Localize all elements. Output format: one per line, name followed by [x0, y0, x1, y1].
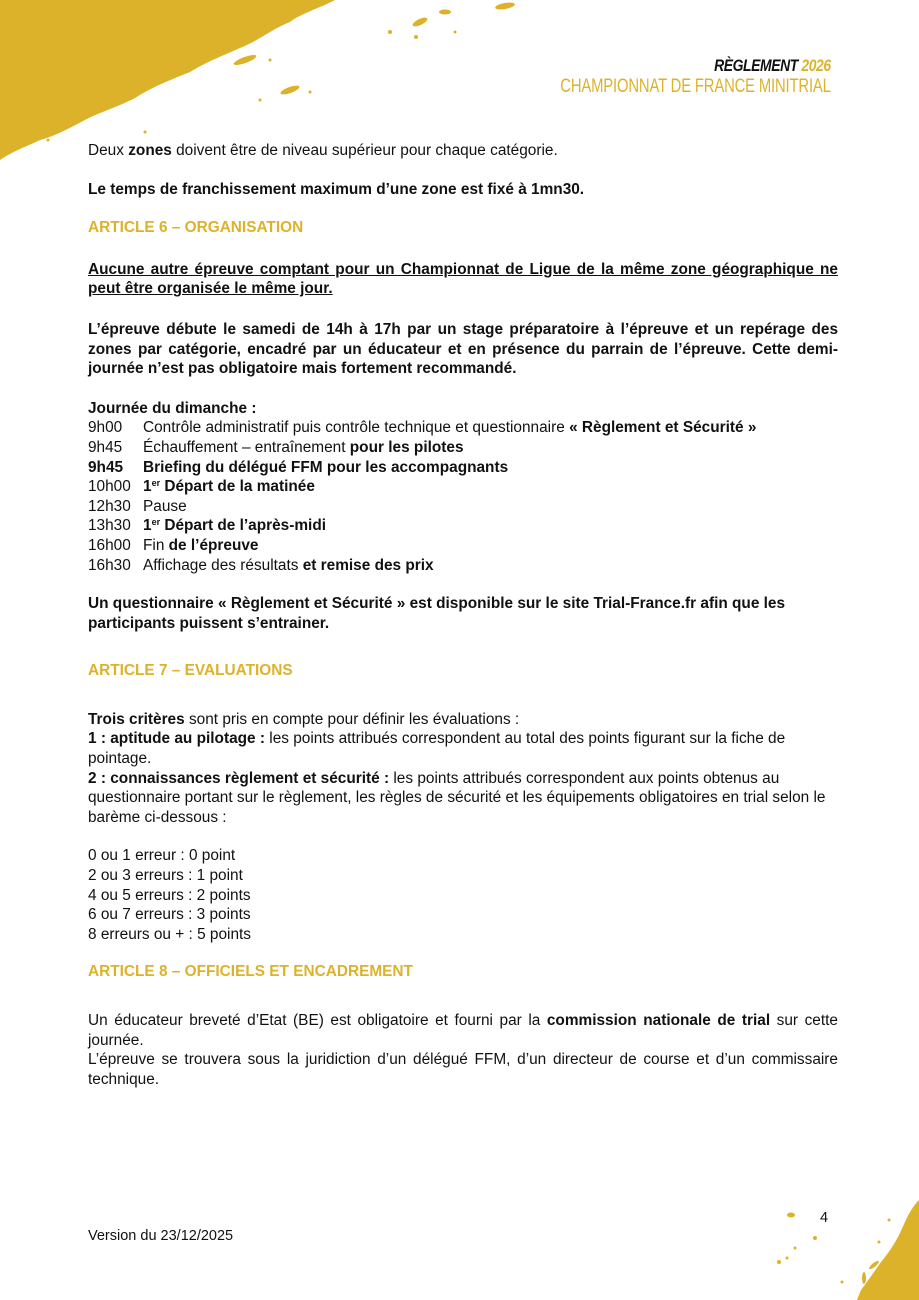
- scale-item: 6 ou 7 erreurs : 3 points: [88, 906, 251, 924]
- schedule-text: Échauffement – entraînement: [143, 438, 350, 456]
- article-6-rule: Aucune autre épreuve comptant pour un Championnat de Ligue de la même zone géographique ne peut être organisée le même jour.: [88, 260, 838, 298]
- schedule-time: 9h45: [88, 438, 123, 456]
- header-title-year: 2026: [801, 56, 831, 75]
- scale-item: 8 erreurs ou + : 5 points: [88, 925, 251, 943]
- schedule-row: [88, 497, 838, 517]
- schedule-time: 16h00: [88, 536, 131, 554]
- scale-item: 4 ou 5 erreurs : 2 points: [88, 886, 251, 904]
- schedule-row: [88, 556, 838, 576]
- text: sont pris en compte pour définir les évaluations :: [184, 710, 520, 728]
- page-number: 4: [820, 1210, 829, 1226]
- text: doivent être de niveau supérieur pour chaque catégorie.: [171, 142, 558, 159]
- schedule-text: Pause: [143, 497, 187, 515]
- schedule-time: 16h30: [88, 556, 131, 574]
- text: sur cette journée.: [88, 1012, 838, 1049]
- schedule-ordinal-sup: er: [151, 517, 161, 528]
- schedule-text-bold: et remise des prix: [302, 556, 434, 574]
- text-bold: 1 : aptitude au pilotage :: [88, 730, 265, 748]
- schedule-row: [88, 458, 838, 478]
- schedule-text-bold: Départ de l’après-midi: [160, 517, 327, 535]
- article-8-jurisdiction: L’épreuve se trouvera sous la juridiction d’un délégué FFM, d’un directeur de course et d’un commissaire technique.: [88, 1051, 838, 1088]
- intro-zones-paragraph: [88, 141, 838, 161]
- header-title: [547, 56, 831, 76]
- text-bold: zones: [128, 142, 172, 159]
- max-time-paragraph: Le temps de franchissement maximum d’une zone est fixé à 1mn30.: [88, 180, 585, 198]
- questionnaire-note: Un questionnaire « Règlement et Sécurité » est disponible sur le site Trial-France.fr afin que les participants puissent s’entrainer.: [88, 595, 786, 632]
- criteria-intro: [88, 710, 838, 730]
- schedule-time: 9h45: [88, 458, 124, 476]
- schedule-ordinal: 1: [143, 517, 152, 535]
- schedule-time: 9h00: [88, 419, 123, 437]
- schedule-row: [88, 418, 838, 438]
- schedule-text-bold: Départ de la matinée: [160, 478, 315, 496]
- document-header: [484, 56, 831, 98]
- schedule-ordinal: 1: [143, 478, 152, 496]
- text: Un éducateur breveté d’Etat (BE) est obligatoire et fourni par la: [88, 1012, 547, 1029]
- header-subtitle: CHAMPIONNAT DE FRANCE MINITRIAL: [560, 76, 831, 97]
- paint-splash-decoration-bottom: [749, 1190, 919, 1300]
- schedule-text: Affichage des résultats: [143, 556, 303, 574]
- text: Deux: [88, 142, 129, 159]
- schedule-text-bold: « Règlement et Sécurité »: [569, 419, 757, 437]
- schedule-text-bold: Briefing du délégué FFM pour les accompagnants: [143, 458, 509, 476]
- sunday-schedule: [88, 418, 838, 575]
- schedule-row: [88, 536, 838, 556]
- article-8-educator: [88, 1011, 838, 1050]
- article-6-saturday: L’épreuve débute le samedi de 14h à 17h par un stage préparatoire à l’épreuve et un repérage des zones par catégorie, encadré par un éducateur et en présence du parrain de l’épreuve. Cette demi-journée n’est pas obligatoire mais fortement recommandé.: [88, 320, 838, 378]
- scale-item: 2 ou 3 erreurs : 1 point: [88, 867, 243, 885]
- scale-item: 0 ou 1 erreur : 0 point: [88, 847, 236, 865]
- header-title-word: RÈGLEMENT: [714, 56, 799, 75]
- article-8-heading: ARTICLE 8 – OFFICIELS ET ENCADREMENT: [88, 963, 413, 981]
- schedule-time: 13h30: [88, 517, 131, 535]
- document-body: [88, 141, 838, 1089]
- text-bold: commission nationale de trial: [546, 1012, 771, 1029]
- schedule-text-bold: pour les pilotes: [349, 438, 464, 456]
- text: les points attribués correspondent au total des points figurant sur la fiche de pointage.: [88, 730, 786, 768]
- schedule-text: Contrôle administratif puis contrôle technique et questionnaire: [143, 419, 570, 437]
- schedule-text-bold: de l’épreuve: [168, 536, 259, 554]
- schedule-time: 10h00: [88, 478, 131, 496]
- criterion-2: [88, 769, 838, 828]
- text-bold: Trois critères: [88, 710, 185, 728]
- schedule-row: [88, 438, 838, 458]
- footer-version: Version du 23/12/2025: [88, 1228, 234, 1244]
- sunday-label: Journée du dimanche :: [88, 399, 257, 417]
- schedule-row: [88, 477, 838, 497]
- article-6-heading: ARTICLE 6 – ORGANISATION: [88, 219, 304, 237]
- criterion-1: [88, 729, 838, 768]
- schedule-text: Fin: [143, 536, 169, 554]
- schedule-time: 12h30: [88, 497, 131, 515]
- text-bold: 2 : connaissances règlement et sécurité :: [88, 769, 390, 787]
- article-7-heading: ARTICLE 7 – EVALUATIONS: [88, 662, 293, 680]
- error-scale-list: [88, 846, 838, 944]
- schedule-ordinal-sup: er: [151, 478, 161, 489]
- text: les points attribués correspondent aux points obtenus au questionnaire portant sur le règlement, les règles de sécurité et les équipements obligatoires en trial selon le barème ci-dessous :: [88, 769, 826, 826]
- schedule-row: [88, 516, 838, 536]
